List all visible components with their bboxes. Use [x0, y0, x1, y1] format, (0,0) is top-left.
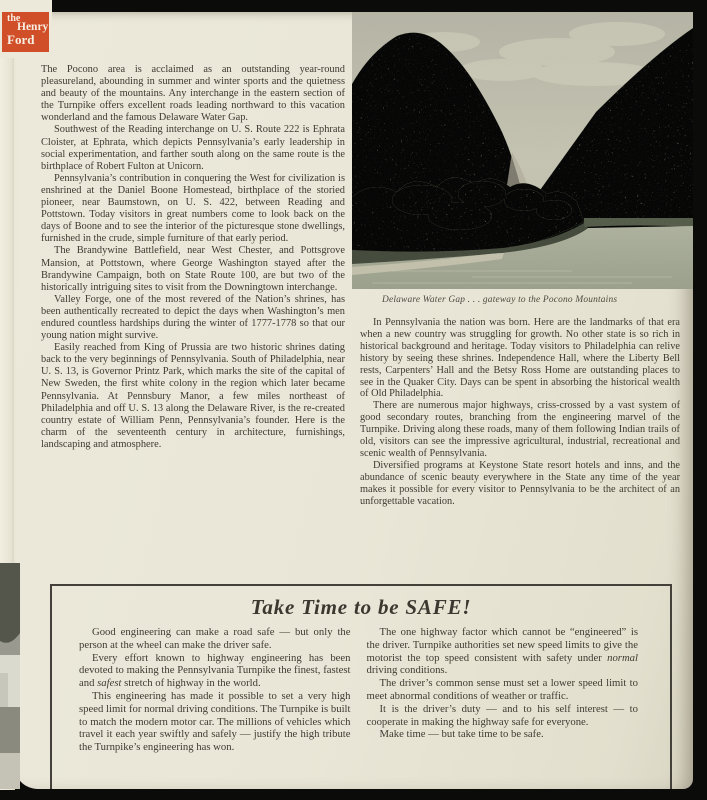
safety-box — [50, 584, 672, 789]
safety-box-left-column — [79, 626, 351, 754]
paragraph-good-engineering: Good engineering can make a road safe — but only the person at the wheel can make the driver safe. — [79, 626, 351, 651]
delaware-water-gap-photo — [352, 12, 693, 289]
paragraph-speed-limit: This engineering has made it possible to set a very high speed limit for normal driving conditions. The Turnpike is built to match the modern motor car. The millions of vehicles which travel it each year swiftly and safely — justify the high tribute the Turnpike’s engineering has won. — [79, 689, 351, 754]
paragraph-valley-forge: Valley Forge, one of the most revered of the Nation’s shrines, has been authentically recreated to depict the days when Washington’s men endured countless hardships during the winter of 1777-1778 so that our young nation might survive. — [41, 293, 345, 342]
adjacent-page-photo-fragment — [0, 563, 20, 789]
safety-box-title: Take Time to be SAFE! — [250, 595, 472, 619]
paragraph-driver-duty: It is the driver’s duty — and to his self interest — to cooperate in making the highway safe for everyone. — [366, 702, 638, 728]
logo-text-henry: Henry — [17, 21, 49, 33]
logo-text-the: the — [7, 13, 21, 24]
paragraph-ephrata: Southwest of the Reading interchange on U. S. Route 222 is Ephrata Cloister, at Ephrata, which depicts Pennsylvania’s early leadership in social experimentation, and farther south along on the same route is the birthplace of Robert Fulton at Unicorn. — [41, 124, 345, 172]
paragraph-driver-factor — [367, 626, 639, 677]
italic-word-normal: normal — [607, 651, 638, 664]
paragraph-pocono: The Pocono area is acclaimed as an outstanding year-round pleasureland, abounding in summer and winter sports and the quietness and beauty of the mountains. Any interchange in the eastern section of the Turnpike offers excellent roads leading northward to this vacation wonderland and the famous Delaware Water Gap. — [41, 64, 345, 124]
safety-box-columns — [52, 626, 670, 754]
right-text-column — [360, 317, 680, 508]
paragraph-daniel-boone: Pennsylvania’s contribution in conquering the West for civilization is enshrined at the Daniel Boone Homestead, birthplace of the storied pioneer, near Baumstown, on U. S. 422, between Reading and Pottstown. Today visitors in great numbers come to look back on the days of Boone and to see the interior of the picturesque stone dwellings, furnished in the crude, simple furniture of that early period. — [41, 172, 345, 245]
text-segment: stretch of highway in the world. — [121, 677, 261, 690]
italic-word-safest: safest — [97, 677, 122, 690]
photo-caption: Delaware Water Gap . . . gateway to the Pocono Mountains — [382, 295, 618, 305]
paragraph-highways: There are numerous major highways, criss-crossed by a vast system of good secondary routes, branching from the engineering marvel of the Turnpike. Driving along these roads, many of them following Indian trails of old, visitors can see the impressive agricultural, industrial, recreational and scenic wealth of Pennsylvania. — [360, 400, 680, 459]
brochure-page — [14, 12, 693, 789]
paragraph-philadelphia: In Pennsylvania the nation was born. Here are the landmarks of that era when a new country was struggling for growth. No other state is so rich in historical background and heritage. Today visitors to Philadelphia can relive history by seeing these shrines. Independence Hall, where the Liberty Bell rests, Carpenters’ Hall and the Betsy Ross Home are outstanding places to see in the Quaker City. Days can be spent in absorbing the historical wealth of Old Philadelphia. — [360, 317, 680, 400]
paragraph-brandywine: The Brandywine Battlefield, near West Chester, and Pottsgrove Mansion, at Pottstown, where George Washington stayed after the Brandywine Campaign, both on State Route 100, are but two of the historically intriguing sites to visit from the Downingtown interchange. — [41, 245, 345, 293]
henry-ford-logo — [2, 12, 49, 52]
text-segment: The one highway factor which cannot be “engineered” is the driver. Turnpike authorities set new speed limits to give the motorist the top speed consistent with safety under — [366, 626, 638, 664]
paragraph-common-sense: The driver’s common sense must set a lower speed limit to meet abnormal conditions of weather or traffic. — [366, 677, 638, 702]
logo-text-ford: Ford — [7, 32, 35, 47]
text-segment: driving conditions. — [366, 664, 448, 677]
left-text-column — [41, 64, 345, 451]
paragraph-william-penn: Easily reached from King of Prussia are two historic shrines dating back to the very beginnings of Pennsylvania. South of Philadelphia, near U. S. 13, is Governor Printz Park, which marks the site of the capital of New Sweden, the first white colony in the region which later became Pennsylvania. At Pennsbury Manor, a few miles northeast of Philadelphia and off U. S. 13 along the Delaware River, is the re-created country estate of William Penn, Pennsylvania’s founder. Here is the charm of the seventeenth century in architecture, furnishings, landscaping and atmosphere. — [41, 342, 345, 450]
text-segment: Every effort known to highway engineering has been devoted to making the Pennsylvania Turnpike the finest, fastest and — [79, 651, 351, 690]
paragraph-every-effort — [79, 652, 351, 690]
safety-box-right-column — [367, 626, 639, 754]
paragraph-vacation: Diversified programs at Keystone State resort hotels and inns, and the abundance of scenic beauty everywhere in the State any time of the year makes it possible for every visitor to Pennsylvania to be the architect of an unforgettable vacation. — [360, 459, 680, 507]
paragraph-make-time: Make time — but take time to be safe. — [379, 728, 544, 741]
